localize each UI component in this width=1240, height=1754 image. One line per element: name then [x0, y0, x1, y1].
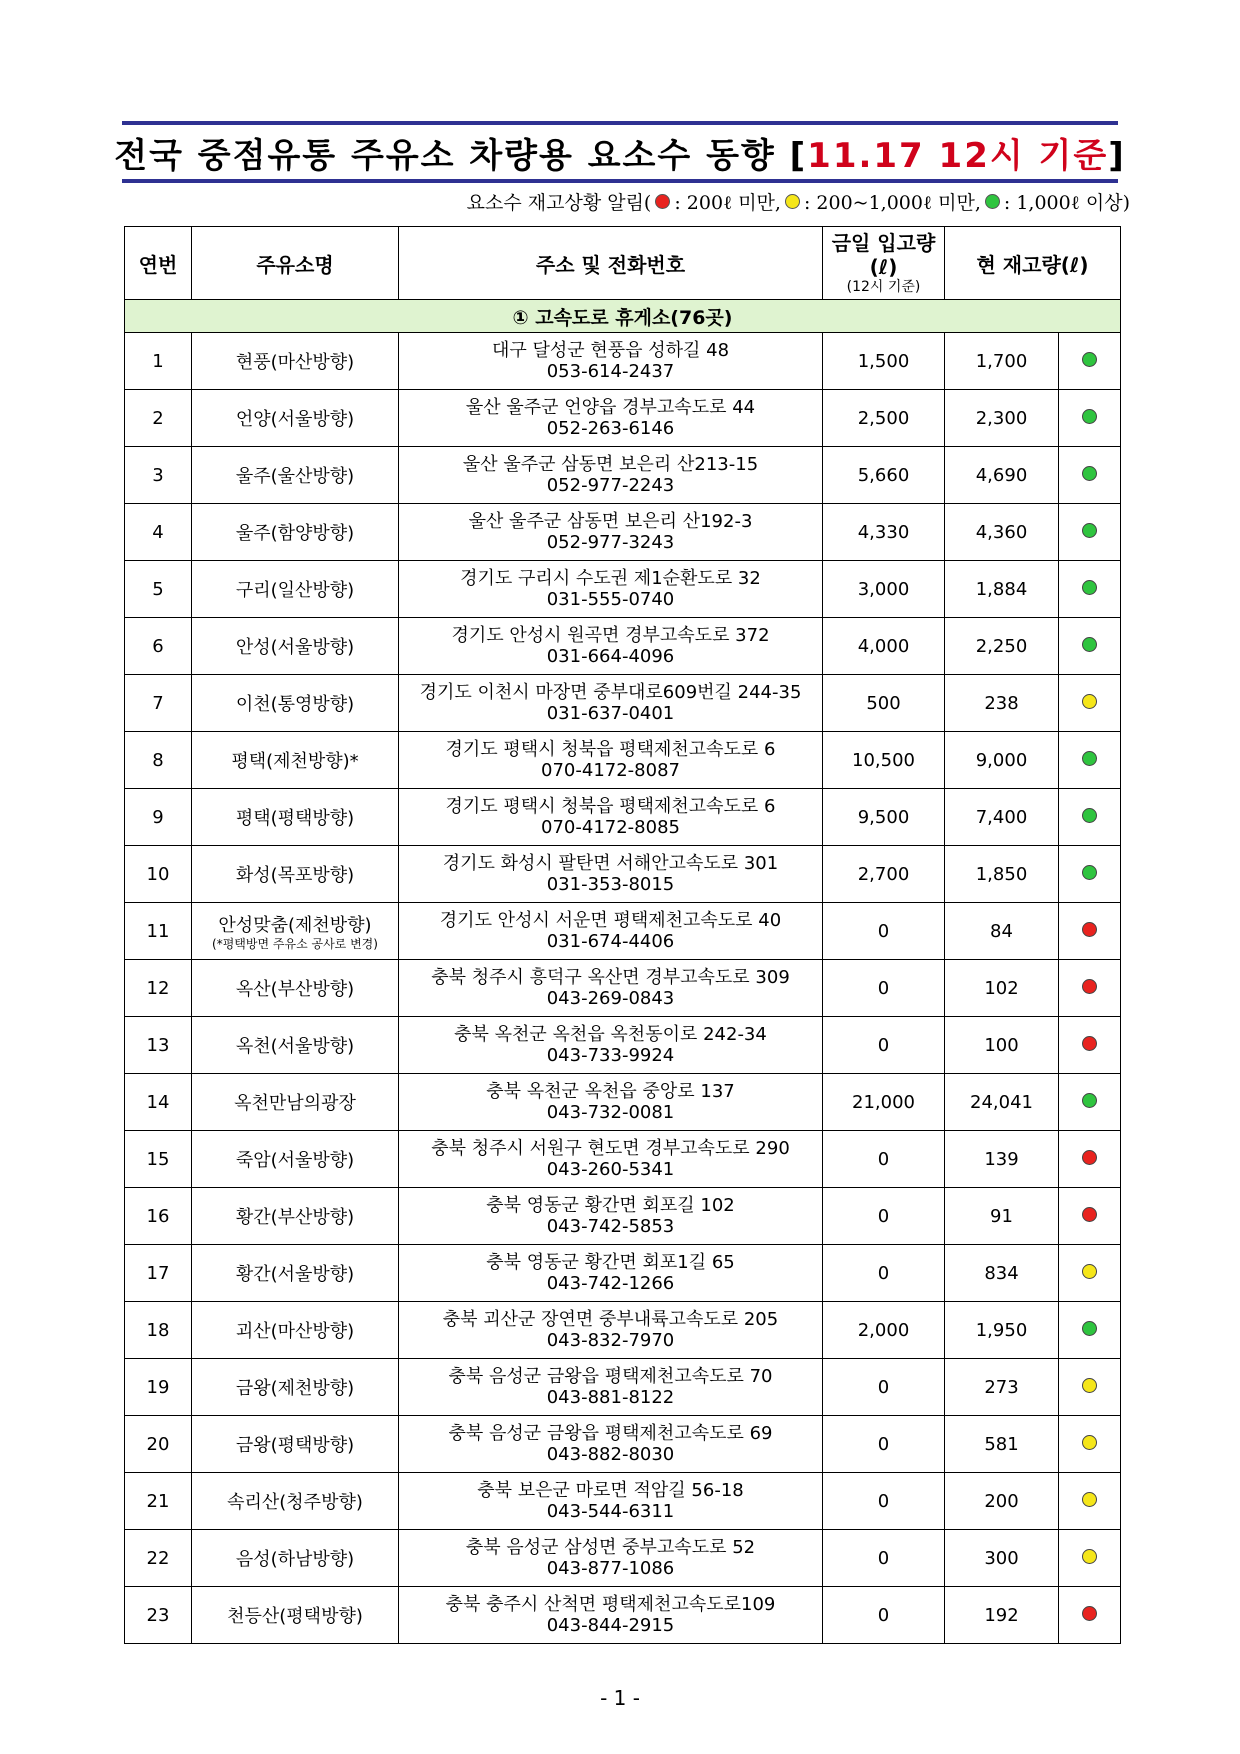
current-stock: 273 [945, 1359, 1059, 1416]
station-phone: 043-832-7970 [546, 1330, 675, 1351]
station-address: 충북 음성군 금왕읍 평택제천고속도로 69 [448, 1423, 773, 1444]
station-name: 화성(목포방향) [235, 865, 355, 886]
incoming-amount: 0 [823, 1473, 945, 1530]
station-phone: 031-674-4406 [546, 931, 675, 952]
status-cell [1059, 390, 1121, 447]
status-dot-icon [1082, 580, 1097, 595]
status-cell [1059, 447, 1121, 504]
legend-red-dot-icon [655, 194, 670, 209]
address-cell [399, 675, 823, 732]
incoming-amount: 3,000 [823, 561, 945, 618]
address-cell [399, 1074, 823, 1131]
incoming-amount: 21,000 [823, 1074, 945, 1131]
current-stock: 7,400 [945, 789, 1059, 846]
current-stock: 238 [945, 675, 1059, 732]
table-row [125, 846, 1121, 903]
station-name: 천등산(평택방향) [227, 1606, 363, 1627]
header-stock: 현 재고량(ℓ) [945, 227, 1121, 300]
status-cell [1059, 1530, 1121, 1587]
legend-yellow-dot-icon [785, 194, 800, 209]
incoming-amount: 9,500 [823, 789, 945, 846]
station-name: 옥천만남의광장 [234, 1093, 356, 1114]
address-cell [399, 1245, 823, 1302]
page-number: - 1 - [600, 1686, 640, 1710]
table-row [125, 1074, 1121, 1131]
status-cell [1059, 504, 1121, 561]
station-name: 울주(함양방향) [235, 523, 355, 544]
station-name-cell [192, 1017, 399, 1074]
station-name: 옥산(부산방향) [235, 979, 355, 1000]
station-name-cell [192, 1530, 399, 1587]
status-dot-icon [1082, 1093, 1097, 1108]
current-stock: 581 [945, 1416, 1059, 1473]
table-row [125, 618, 1121, 675]
station-name-cell [192, 675, 399, 732]
incoming-amount: 2,000 [823, 1302, 945, 1359]
current-stock: 1,850 [945, 846, 1059, 903]
station-name-cell [192, 504, 399, 561]
status-dot-icon [1082, 1606, 1097, 1621]
incoming-amount: 0 [823, 903, 945, 960]
address-cell [399, 732, 823, 789]
table-row [125, 732, 1121, 789]
incoming-amount: 5,660 [823, 447, 945, 504]
station-name-cell [192, 333, 399, 390]
row-no: 22 [125, 1530, 192, 1587]
station-phone: 043-732-0081 [546, 1102, 675, 1123]
row-no: 7 [125, 675, 192, 732]
incoming-amount: 4,000 [823, 618, 945, 675]
title-banner [114, 121, 1126, 183]
incoming-amount: 0 [823, 1245, 945, 1302]
station-name: 황간(부산방향) [235, 1207, 355, 1228]
station-address: 경기도 구리시 수도권 제1순환도로 32 [460, 568, 761, 589]
current-stock: 834 [945, 1245, 1059, 1302]
station-name: 이천(통영방향) [235, 694, 355, 715]
station-phone: 031-555-0740 [546, 589, 675, 610]
station-address: 충북 청주시 서원구 현도면 경부고속도로 290 [431, 1138, 790, 1159]
station-name-cell [192, 618, 399, 675]
current-stock: 1,950 [945, 1302, 1059, 1359]
row-no: 16 [125, 1188, 192, 1245]
station-phone: 043-881-8122 [546, 1387, 675, 1408]
row-no: 18 [125, 1302, 192, 1359]
status-dot-icon [1082, 352, 1097, 367]
station-name: 평택(제천방향)* [231, 751, 359, 772]
station-address: 충북 괴산군 장연면 중부내륙고속도로 205 [442, 1309, 779, 1330]
table-row [125, 390, 1121, 447]
incoming-amount: 4,330 [823, 504, 945, 561]
status-cell [1059, 675, 1121, 732]
station-address: 경기도 안성시 서운면 평택제천고속도로 40 [439, 910, 782, 931]
row-no: 9 [125, 789, 192, 846]
station-phone: 031-353-8015 [546, 874, 675, 895]
station-address: 충북 충주시 산척면 평택제천고속도로109 [445, 1594, 776, 1615]
station-name: 황간(서울방향) [235, 1264, 355, 1285]
row-no: 4 [125, 504, 192, 561]
station-address: 경기도 화성시 팔탄면 서해안고속도로 301 [442, 853, 779, 874]
address-cell [399, 1131, 823, 1188]
table-row [125, 561, 1121, 618]
station-name-cell [192, 1587, 399, 1644]
status-cell [1059, 1074, 1121, 1131]
station-name-cell [192, 1359, 399, 1416]
address-cell [399, 1017, 823, 1074]
status-dot-icon [1082, 637, 1097, 652]
status-dot-icon [1082, 751, 1097, 766]
address-cell [399, 1530, 823, 1587]
row-no: 14 [125, 1074, 192, 1131]
status-dot-icon [1082, 979, 1097, 994]
station-name-cell [192, 732, 399, 789]
table-row [125, 1473, 1121, 1530]
station-name: 구리(일산방향) [235, 580, 355, 601]
station-address: 경기도 안성시 원곡면 경부고속도로 372 [451, 625, 770, 646]
status-dot-icon [1082, 1264, 1097, 1279]
station-name: 옥천(서울방향) [235, 1036, 355, 1057]
address-cell [399, 1416, 823, 1473]
status-dot-icon [1082, 808, 1097, 823]
station-address: 대구 달성군 현풍읍 성하길 48 [491, 340, 730, 361]
station-phone: 043-882-8030 [546, 1444, 675, 1465]
station-address: 충북 청주시 흥덕구 옥산면 경부고속도로 309 [431, 967, 790, 988]
incoming-amount: 0 [823, 1188, 945, 1245]
status-cell [1059, 1017, 1121, 1074]
table-row [125, 1302, 1121, 1359]
table-row [125, 789, 1121, 846]
incoming-amount: 0 [823, 1530, 945, 1587]
station-name: 음성(하남방향) [235, 1549, 355, 1570]
station-name-cell [192, 561, 399, 618]
station-address: 울산 울주군 삼동면 보은리 산192-3 [468, 511, 753, 532]
table-row [125, 903, 1121, 960]
row-no: 21 [125, 1473, 192, 1530]
incoming-amount: 10,500 [823, 732, 945, 789]
station-phone: 043-260-5341 [546, 1159, 675, 1180]
status-cell [1059, 1473, 1121, 1530]
status-cell [1059, 846, 1121, 903]
address-cell [399, 618, 823, 675]
station-phone: 043-733-9924 [546, 1045, 675, 1066]
station-phone: 052-977-2243 [546, 475, 675, 496]
table-row [125, 1131, 1121, 1188]
station-address: 울산 울주군 삼동면 보은리 산213-15 [462, 454, 759, 475]
status-cell [1059, 618, 1121, 675]
current-stock: 9,000 [945, 732, 1059, 789]
incoming-amount: 0 [823, 1587, 945, 1644]
station-name-cell [192, 846, 399, 903]
station-name-cell [192, 903, 399, 960]
address-cell [399, 1188, 823, 1245]
table-row [125, 1416, 1121, 1473]
station-name-cell [192, 1302, 399, 1359]
status-cell [1059, 789, 1121, 846]
row-no: 8 [125, 732, 192, 789]
station-name: 평택(평택방향) [235, 808, 355, 829]
station-name-cell [192, 1074, 399, 1131]
station-name: 금왕(평택방향) [235, 1435, 355, 1456]
table-row [125, 1530, 1121, 1587]
address-cell [399, 1587, 823, 1644]
incoming-amount: 0 [823, 960, 945, 1017]
status-cell [1059, 1416, 1121, 1473]
station-phone: 052-977-3243 [546, 532, 675, 553]
station-note: (*평택방면 주유소 공사로 변경) [212, 937, 378, 951]
station-name-cell [192, 1188, 399, 1245]
current-stock: 1,884 [945, 561, 1059, 618]
station-phone: 070-4172-8087 [541, 760, 680, 781]
station-name-cell [192, 1416, 399, 1473]
table-row [125, 1017, 1121, 1074]
legend-green-dot-icon [985, 194, 1000, 209]
status-dot-icon [1082, 1036, 1097, 1051]
address-cell [399, 903, 823, 960]
station-address: 울산 울주군 언양읍 경부고속도로 44 [465, 397, 756, 418]
row-no: 20 [125, 1416, 192, 1473]
station-address: 경기도 평택시 청북읍 평택제천고속도로 6 [445, 739, 776, 760]
station-phone: 043-269-0843 [546, 988, 675, 1009]
incoming-amount: 0 [823, 1131, 945, 1188]
station-address: 충북 옥천군 옥천읍 중앙로 137 [486, 1081, 735, 1102]
row-no: 2 [125, 390, 192, 447]
incoming-amount: 0 [823, 1416, 945, 1473]
current-stock: 200 [945, 1473, 1059, 1530]
status-dot-icon [1082, 1378, 1097, 1393]
station-name: 괴산(마산방향) [235, 1321, 355, 1342]
table-row [125, 675, 1121, 732]
current-stock: 1,700 [945, 333, 1059, 390]
station-phone: 053-614-2437 [546, 361, 675, 382]
station-name: 속리산(청주방향) [227, 1492, 363, 1513]
row-no: 3 [125, 447, 192, 504]
address-cell [399, 960, 823, 1017]
status-dot-icon [1082, 466, 1097, 481]
status-dot-icon [1082, 922, 1097, 937]
section-label: ① 고속도로 휴게소(76곳) [125, 300, 1121, 333]
address-cell [399, 390, 823, 447]
station-name-cell [192, 960, 399, 1017]
status-cell [1059, 1359, 1121, 1416]
header-name: 주유소명 [192, 227, 399, 300]
address-cell [399, 333, 823, 390]
section-row [125, 300, 1121, 333]
current-stock: 139 [945, 1131, 1059, 1188]
status-cell [1059, 1188, 1121, 1245]
status-dot-icon [1082, 409, 1097, 424]
incoming-amount: 500 [823, 675, 945, 732]
station-phone: 052-263-6146 [546, 418, 675, 439]
header-incoming: 금일 입고량(ℓ) (12시 기준) [823, 227, 945, 300]
station-phone: 043-742-5853 [546, 1216, 675, 1237]
station-address: 충북 영동군 황간면 회포길 102 [486, 1195, 735, 1216]
status-dot-icon [1082, 1549, 1097, 1564]
station-phone: 043-544-6311 [546, 1501, 675, 1522]
current-stock: 84 [945, 903, 1059, 960]
station-address: 충북 영동군 황간면 회포1길 65 [486, 1252, 735, 1273]
status-dot-icon [1082, 1321, 1097, 1336]
current-stock: 100 [945, 1017, 1059, 1074]
current-stock: 4,360 [945, 504, 1059, 561]
status-cell [1059, 1245, 1121, 1302]
station-address: 경기도 이천시 마장면 중부대로609번길 244-35 [419, 682, 802, 703]
station-name: 죽암(서울방향) [235, 1150, 355, 1171]
row-no: 15 [125, 1131, 192, 1188]
header-incoming-sub: (12시 기준) [846, 279, 921, 295]
header-no: 연번 [125, 227, 192, 300]
status-dot-icon [1082, 1207, 1097, 1222]
current-stock: 192 [945, 1587, 1059, 1644]
table-row [125, 1188, 1121, 1245]
station-name-cell [192, 1245, 399, 1302]
address-cell [399, 846, 823, 903]
row-no: 17 [125, 1245, 192, 1302]
legend-green-label: : 1,000ℓ 이상) [1003, 192, 1130, 214]
table-row [125, 1359, 1121, 1416]
station-name-cell [192, 447, 399, 504]
station-table [124, 226, 1121, 1644]
station-phone: 043-877-1086 [546, 1558, 675, 1579]
station-name-cell [192, 1473, 399, 1530]
row-no: 11 [125, 903, 192, 960]
incoming-amount: 0 [823, 1017, 945, 1074]
row-no: 23 [125, 1587, 192, 1644]
status-dot-icon [1082, 1150, 1097, 1165]
legend-prefix: 요소수 재고상황 알림( [466, 192, 652, 214]
current-stock: 300 [945, 1530, 1059, 1587]
current-stock: 24,041 [945, 1074, 1059, 1131]
station-phone: 070-4172-8085 [541, 817, 680, 838]
station-address: 충북 음성군 삼성면 중부고속도로 52 [465, 1537, 756, 1558]
status-dot-icon [1082, 1492, 1097, 1507]
station-address: 충북 음성군 금왕읍 평택제천고속도로 70 [448, 1366, 773, 1387]
table-row [125, 447, 1121, 504]
table-row [125, 333, 1121, 390]
table-row [125, 1245, 1121, 1302]
address-cell [399, 789, 823, 846]
status-cell [1059, 960, 1121, 1017]
row-no: 6 [125, 618, 192, 675]
address-cell [399, 447, 823, 504]
legend-yellow-label: : 200~1,000ℓ 미만, [803, 192, 981, 214]
row-no: 12 [125, 960, 192, 1017]
current-stock: 2,250 [945, 618, 1059, 675]
status-dot-icon [1082, 1435, 1097, 1450]
station-phone: 031-637-0401 [546, 703, 675, 724]
station-phone: 031-664-4096 [546, 646, 675, 667]
current-stock: 91 [945, 1188, 1059, 1245]
row-no: 1 [125, 333, 192, 390]
station-name-cell [192, 789, 399, 846]
status-cell [1059, 561, 1121, 618]
stock-legend [467, 188, 1130, 215]
station-phone: 043-844-2915 [546, 1615, 675, 1636]
page-title: 전국 중점유통 주유소 차량용 요소수 동향 [11.17 12시 기준] [114, 135, 1126, 176]
incoming-amount: 2,500 [823, 390, 945, 447]
legend-red-label: : 200ℓ 미만, [674, 192, 781, 214]
current-stock: 2,300 [945, 390, 1059, 447]
table-row [125, 960, 1121, 1017]
status-cell [1059, 903, 1121, 960]
station-phone: 043-742-1266 [546, 1273, 675, 1294]
station-name: 언양(서울방향) [235, 409, 355, 430]
station-name: 현풍(마산방향) [235, 352, 355, 373]
incoming-amount: 0 [823, 1359, 945, 1416]
current-stock: 4,690 [945, 447, 1059, 504]
incoming-amount: 2,700 [823, 846, 945, 903]
address-cell [399, 1473, 823, 1530]
station-name: 금왕(제천방향) [235, 1378, 355, 1399]
station-name: 울주(울산방향) [235, 466, 355, 487]
address-cell [399, 561, 823, 618]
status-cell [1059, 1131, 1121, 1188]
table-row [125, 1587, 1121, 1644]
station-name: 안성(서울방향) [235, 637, 355, 658]
station-address: 경기도 평택시 청북읍 평택제천고속도로 6 [445, 796, 776, 817]
station-address: 충북 보은군 마로면 적암길 56-18 [477, 1480, 744, 1501]
status-cell [1059, 1587, 1121, 1644]
address-cell [399, 1359, 823, 1416]
status-cell [1059, 732, 1121, 789]
row-no: 19 [125, 1359, 192, 1416]
address-cell [399, 1302, 823, 1359]
header-address: 주소 및 전화번호 [399, 227, 823, 300]
row-no: 13 [125, 1017, 192, 1074]
current-stock: 102 [945, 960, 1059, 1017]
station-name-cell [192, 390, 399, 447]
table-header-row [125, 227, 1121, 300]
status-cell [1059, 333, 1121, 390]
station-name: 안성맞춤(제천방향) [218, 915, 372, 936]
status-dot-icon [1082, 523, 1097, 538]
station-address: 충북 옥천군 옥천읍 옥천동이로 242-34 [454, 1024, 767, 1045]
row-no: 10 [125, 846, 192, 903]
row-no: 5 [125, 561, 192, 618]
status-dot-icon [1082, 694, 1097, 709]
address-cell [399, 504, 823, 561]
title-date-highlight: 11.17 12시 기준 [807, 135, 1109, 176]
station-name-cell [192, 1131, 399, 1188]
incoming-amount: 1,500 [823, 333, 945, 390]
status-cell [1059, 1302, 1121, 1359]
table-row [125, 504, 1121, 561]
status-dot-icon [1082, 865, 1097, 880]
